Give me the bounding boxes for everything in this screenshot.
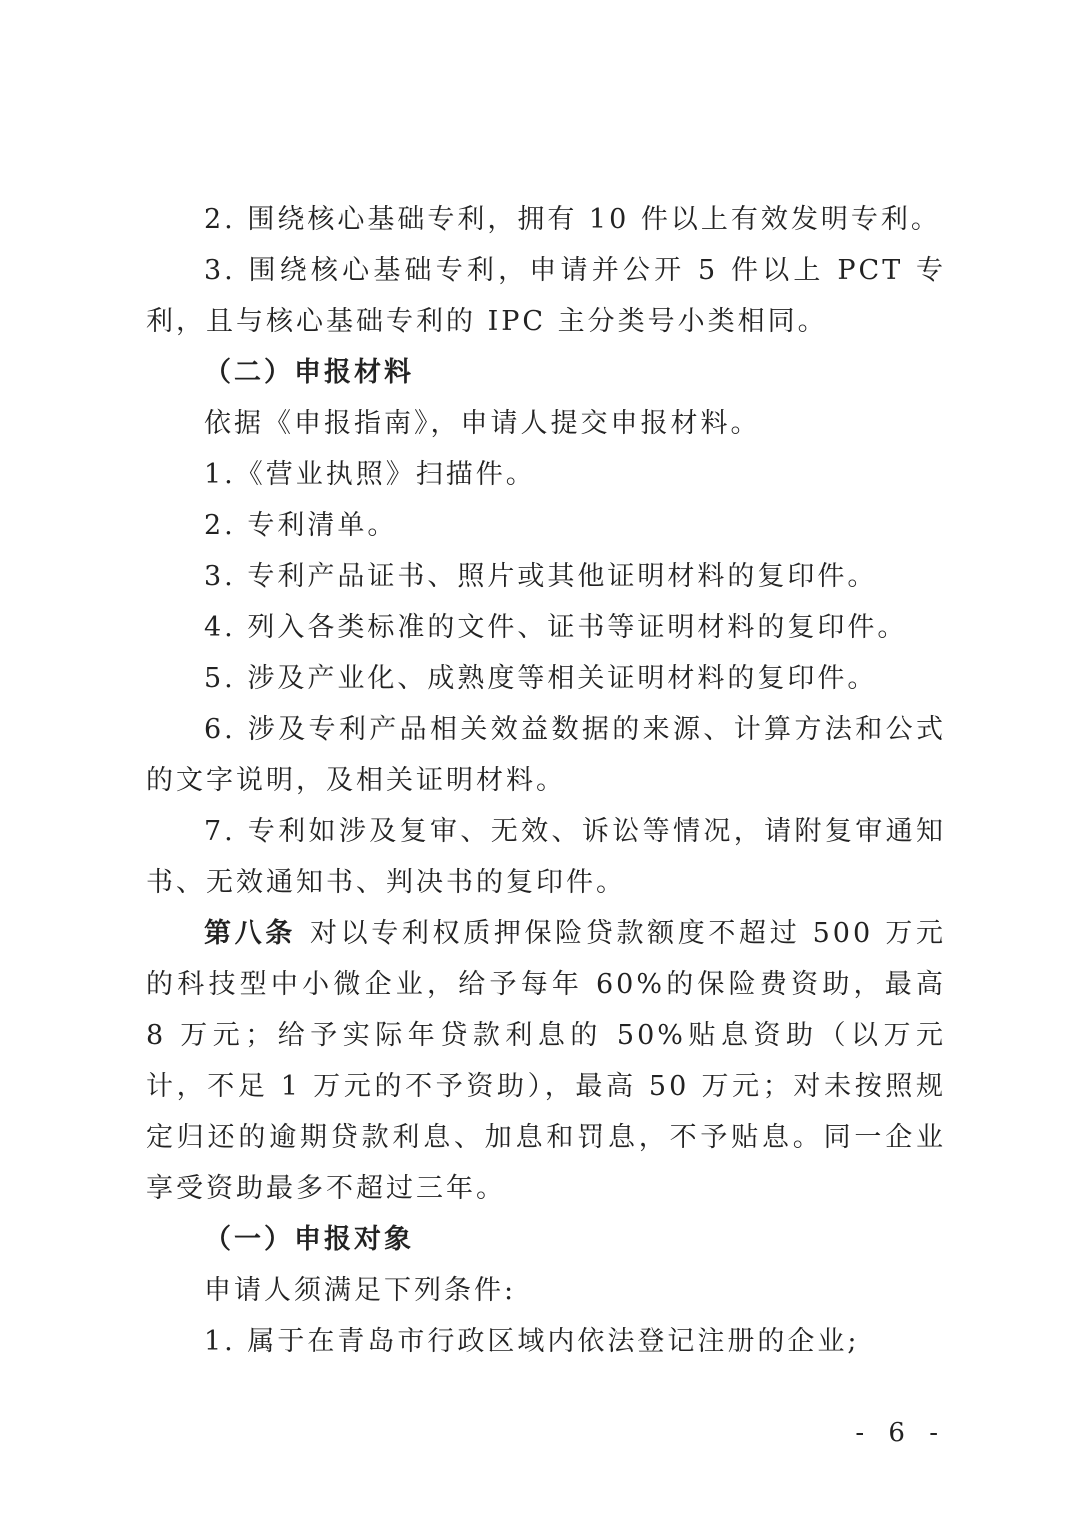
- list-item-standards: 4. 列入各类标准的文件、证书等证明材料的复印件。: [204, 612, 908, 643]
- section-heading-materials: （二）申报材料: [204, 357, 414, 388]
- paragraph-conditions: 申请人须满足下列条件:: [204, 1275, 517, 1306]
- list-item-license: 1.《营业执照》扫描件。: [204, 459, 536, 490]
- page-number: - 6 -: [855, 1418, 946, 1448]
- list-item-certificates: 3. 专利产品证书、照片或其他证明材料的复印件。: [204, 561, 878, 592]
- document-body: [146, 194, 946, 1367]
- article-eight: [146, 908, 946, 1214]
- paragraph-item-3: 3. 围绕核心基础专利，申请并公开 5 件以上 PCT 专利，且与核心基础专利的 IPC 主分类号小类相同。: [146, 255, 946, 337]
- section-heading-applicants: （一）申报对象: [204, 1224, 414, 1255]
- list-item-registered: 1. 属于在青岛市行政区域内依法登记注册的企业;: [204, 1326, 860, 1357]
- paragraph-item-2: 2. 围绕核心基础专利，拥有 10 件以上有效发明专利。: [204, 204, 941, 235]
- paragraph-guide-basis: 依据《申报指南》，申请人提交申报材料。: [204, 408, 761, 439]
- list-item-litigation: 7. 专利如涉及复审、无效、诉讼等情况，请附复审通知书、无效通知书、判决书的复印件。: [146, 816, 946, 898]
- article-text: 对以专利权质押保险贷款额度不超过 500 万元的科技型中小微企业，给予每年 60%的保险费资助，最高 8 万元；给予实际年贷款利息的 50%贴息资助（以万元计，不足 1 万元的不予资助），最高 50 万元；对未按照规定归还的逾期贷款利息、加息和罚息，不予贴息。同一企业享受资助最多不超过三年。: [146, 918, 946, 1204]
- article-label: 第八条: [204, 918, 296, 949]
- list-item-industrialization: 5. 涉及产业化、成熟度等相关证明材料的复印件。: [204, 663, 878, 694]
- list-item-benefit-data: 6. 涉及专利产品相关效益数据的来源、计算方法和公式的文字说明，及相关证明材料。: [146, 714, 946, 796]
- list-item-patent-list: 2. 专利清单。: [204, 510, 398, 541]
